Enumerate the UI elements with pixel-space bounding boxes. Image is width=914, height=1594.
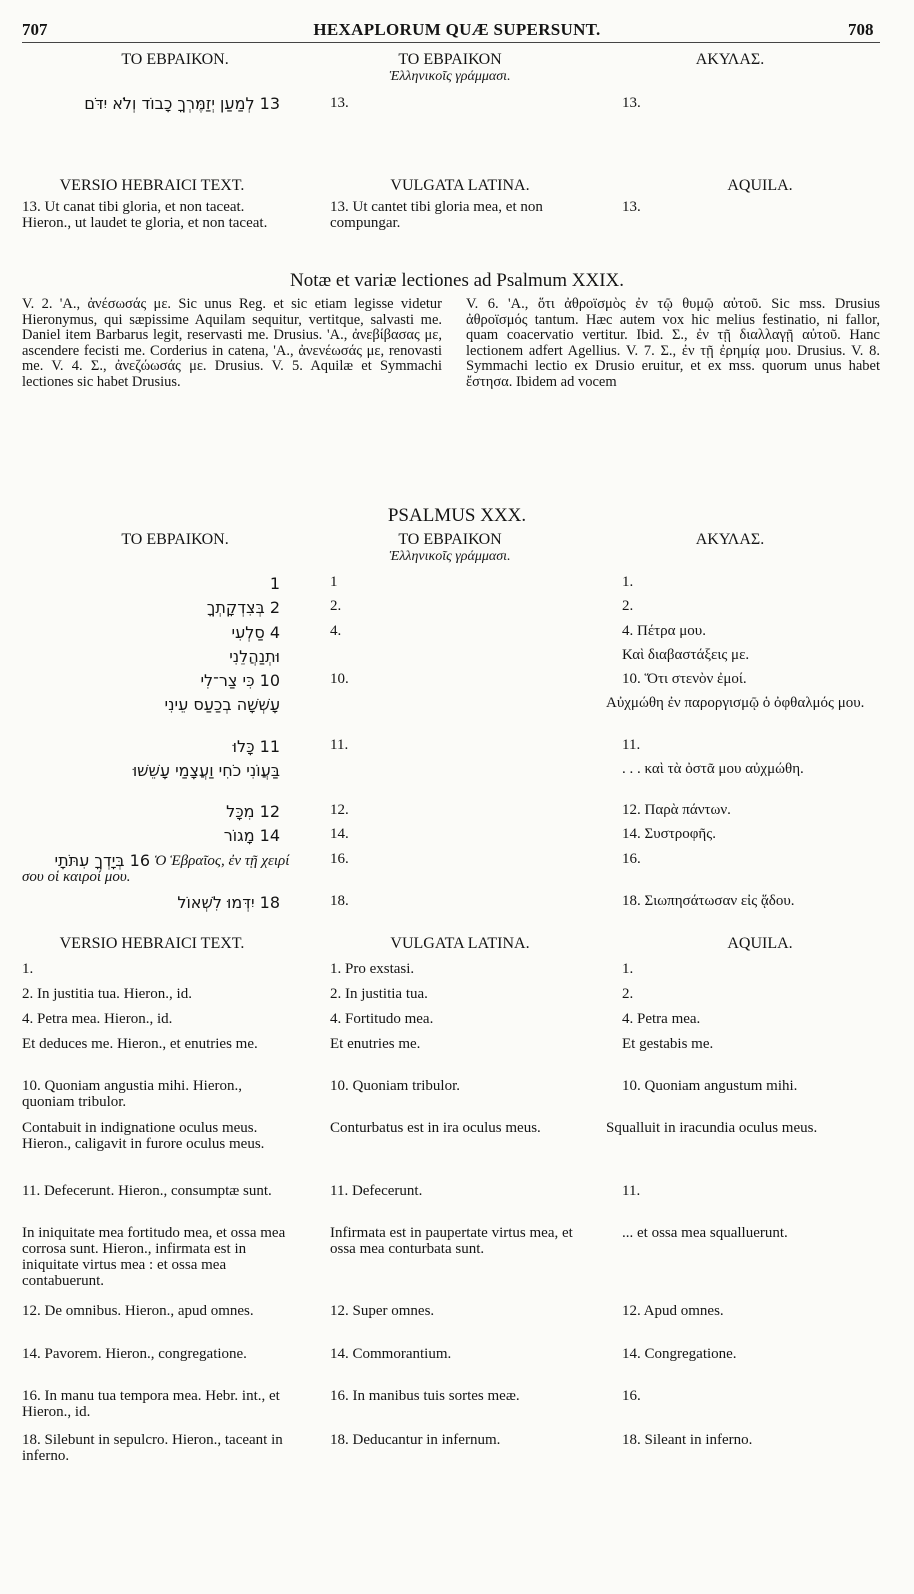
- psalm-row-aquila: Αὐχμώθη ἐν παροργισμῷ ὁ ὀφθαλμός μου.: [606, 695, 865, 711]
- psalm-row-hebrew-note: Ὁ Ἑβραῖος, ἐν τῇ χειρί σου οἱ καιροί μου.: [22, 853, 290, 885]
- psalm-row-aquila: 16.: [622, 851, 641, 867]
- psalm-row-greek: 4.: [330, 623, 342, 639]
- latin-row-aquila: 2.: [622, 986, 634, 1002]
- psalm-row-aquila: . . . καὶ τὰ ὀστᾶ μου αὐχμώθη.: [622, 761, 804, 777]
- latin-row-versio: 11. Defecerunt. Hieron., consumptæ sunt.: [22, 1183, 272, 1199]
- running-title: HEXAPLORUM QUÆ SUPERSUNT.: [313, 20, 601, 39]
- psalm-row-aquila: 1.: [622, 574, 634, 590]
- latin-row-vulgata: 18. Deducantur in infernum.: [330, 1432, 501, 1448]
- latin-row-vulgata: 1. Pro exstasi.: [330, 961, 415, 977]
- latin-row-versio: 2. In justitia tua. Hieron., id.: [22, 986, 192, 1002]
- psalm-col-head-greek: ΤΟ ΕΒΡΑΙΚΟΝ Ἑλληνικοῖς γράμμασι.: [389, 531, 511, 564]
- page-number-left: 707: [22, 20, 48, 39]
- greek-verse-13: 13.: [330, 95, 349, 111]
- latin13-aquila: 13.: [622, 199, 641, 215]
- latin-head-aquila: AQUILA.: [727, 177, 793, 194]
- latin-row-versio: 14. Pavorem. Hieron., congregatione.: [22, 1346, 247, 1362]
- psalm-row-hebrew: 1: [269, 574, 280, 593]
- psalm-row-greek: 11.: [330, 737, 349, 753]
- psalm-row-greek: 16.: [330, 851, 349, 867]
- psalm-row-aquila: 12. Παρὰ πάντων.: [622, 802, 731, 818]
- notes-title: Notæ et variæ lectiones ad Psalmum XXIX.: [289, 270, 625, 291]
- latin-row-vulgata: 12. Super omnes.: [330, 1303, 435, 1319]
- latin-row-vulgata: 14. Commorantium.: [330, 1346, 452, 1362]
- latin-row-aquila: ... et ossa mea squalluerunt.: [622, 1225, 788, 1241]
- latin-row-aquila: Et gestabis me.: [622, 1036, 714, 1052]
- psalm-row-hebrew: 18 יִדְּמוּ לִשְׁאוֹל: [177, 893, 280, 912]
- psalm-row-hebrew: 11 כָּלוּ: [232, 737, 280, 756]
- latin-row-vulgata: 11. Defecerunt.: [330, 1183, 423, 1199]
- latin-row-versio: 10. Quoniam angustia mihi. Hieron., quoniam tribulor.: [22, 1078, 242, 1110]
- psalm-row-greek: 12.: [330, 802, 349, 818]
- psalm-row-aquila: Καὶ διαβαστάξεις με.: [622, 647, 750, 663]
- notes-right-column: V. 6. 'A., ὅτι ἀθροϊσμὸς ἐν τῷ θυμῷ αὐτοῦ. Sic mss. Drusius ἀθροϊσμός tantum. Hæc autem vox hic melius festinatio, ni fallor, quam coacervatio vertitur. Ibid. Σ., ἐν τῇ διαλλαγῇ αὐτοῦ. Hanc lectionem adfert Agellius. V. 7. Σ., ἐν τῇ ἐρημίᾳ μου. Drusius. V. 8. Symmachi lectio ex Drusio eruitur, et ex mss. quorum unus habet ἔστησα. Ibidem ad vocem: [466, 296, 880, 390]
- latin-row-versio: 18. Silebunt in sepulcro. Hieron., taceant in inferno.: [22, 1432, 283, 1464]
- psalm-latin-head-aquila: AQUILA.: [727, 935, 793, 952]
- psalm-row-aquila: 4. Πέτρα μου.: [622, 623, 706, 639]
- latin-row-aquila: 4. Petra mea.: [622, 1011, 701, 1027]
- psalm-row-greek: 10.: [330, 671, 349, 687]
- psalm-row-hebrew: עָשְׁשָׁה בְכַעַס עֵינִי: [164, 695, 280, 714]
- psalm-row-aquila: 18. Σιωπησάτωσαν εἰς ᾅδου.: [622, 893, 795, 909]
- latin-row-aquila: 16.: [622, 1388, 641, 1404]
- latin13-vulgata: 13. Ut cantet tibi gloria mea, et non compungar.: [330, 199, 543, 231]
- psalm-row-hebrew: בַּעֲוֹנִי כֹחִי וַעֲצָמַי עָשֵׁשׁוּ: [132, 761, 280, 780]
- latin-row-versio: Contabuit in indignatione oculus meus. Hieron., caligavit in furore oculus meus.: [22, 1120, 265, 1152]
- psalm-col-head-hebrew: ΤΟ ΕΒΡΑΙΚΟΝ.: [121, 531, 229, 548]
- latin13-versio: 13. Ut canat tibi gloria, et non taceat. Hieron., ut laudet te gloria, et non taceat.: [22, 199, 268, 231]
- latin-row-vulgata: 4. Fortitudo mea.: [330, 1011, 434, 1027]
- latin-row-aquila: 10. Quoniam angustum mihi.: [622, 1078, 798, 1094]
- page-number-right: 708: [848, 20, 874, 39]
- psalm-row-greek: 2.: [330, 598, 342, 614]
- latin-row-versio: 16. In manu tua tempora mea. Hebr. int., et Hieron., id.: [22, 1388, 280, 1420]
- psalm-row-hebrew: 14 מָגוֹר: [223, 826, 280, 845]
- psalm-latin-head-versio: VERSIO HEBRAICI TEXT.: [59, 935, 245, 952]
- col-head-aquila: ΑΚΥΛΑΣ.: [695, 51, 765, 68]
- latin-row-vulgata: 2. In justitia tua.: [330, 986, 428, 1002]
- latin-row-versio: 12. De omnibus. Hieron., apud omnes.: [22, 1303, 254, 1319]
- psalm-row-hebrew: וּתְנַהֲלֵנִי: [229, 647, 280, 666]
- psalm-row-greek: 1: [330, 574, 338, 590]
- latin-row-vulgata: Conturbatus est in ira oculus meus.: [330, 1120, 541, 1136]
- psalm-row-aquila: 14. Συστροφῆς.: [622, 826, 716, 842]
- psalm-row-hebrew: 12 מִכָּל: [226, 802, 280, 821]
- psalm-row-greek: 18.: [330, 893, 349, 909]
- latin-row-aquila: 12. Apud omnes.: [622, 1303, 724, 1319]
- latin-row-versio: In iniquitate mea fortitudo mea, et ossa mea corrosa sunt. Hieron., infirmata est in iniquitate virtus mea : et ossa mea contabuerunt.: [22, 1225, 286, 1289]
- latin-row-vulgata: 16. In manibus tuis sortes meæ.: [330, 1388, 520, 1404]
- psalm-row-hebrew: 16 בְּיָדְךָ עִתֹּתָי: [54, 851, 150, 870]
- psalm-row-aquila: 2.: [622, 598, 634, 614]
- psalm-row-hebrew: 2 בְּצִדְקָתְךָ: [206, 598, 280, 617]
- hebrew-line-13: 13 לְמַעַן יְזַמֶּרְךָ כָבוֹד וְלֹא יִדֹּם: [84, 94, 280, 113]
- latin-row-vulgata: Infirmata est in paupertate virtus mea, et ossa mea conturbata sunt.: [330, 1225, 573, 1257]
- aquila-verse-13: 13.: [622, 95, 641, 111]
- psalm-row-aquila: 11.: [622, 737, 641, 753]
- psalm-col-head-aquila: ΑΚΥΛΑΣ.: [695, 531, 765, 548]
- psalm-latin-head-vulgata: VULGATA LATINA.: [390, 935, 530, 952]
- col-head-greek: ΤΟ ΕΒΡΑΙΚΟΝ Ἑλληνικοῖς γράμμασι.: [389, 51, 511, 84]
- latin-row-aquila: 14. Congregatione.: [622, 1346, 737, 1362]
- latin-row-versio: 4. Petra mea. Hieron., id.: [22, 1011, 173, 1027]
- latin-head-vulgata: VULGATA LATINA.: [390, 177, 530, 194]
- psalm-row-hebrew: 10 כִּי צַר־לִי: [200, 671, 280, 690]
- psalm-title: PSALMUS XXX.: [387, 505, 527, 526]
- latin-row-aquila: 1.: [622, 961, 634, 977]
- latin-row-vulgata: Et enutries me.: [330, 1036, 421, 1052]
- col-head-hebrew: ΤΟ ΕΒΡΑΙΚΟΝ.: [121, 51, 229, 68]
- latin-head-versio: VERSIO HEBRAICI TEXT.: [59, 177, 245, 194]
- header-rule: [22, 42, 880, 43]
- notes-left-column: V. 2. 'A., ἀνέσωσάς με. Sic unus Reg. et sic etiam legisse videtur Hieronymus, qui sæpissime Aquilam sequitur, vertitque, salvasti me. Daniel item Barbarus legit, reservasti me. Drusius. 'A., ἀνεβίβασας με, ascendere fecisti me. Corderius in catena, 'A., ἀνενέωσάς με, renovasti me. V. 4. Σ., ἀνεζώωσάς με. Drusius. V. 5. Aquilæ et Symmachi lectiones sic habet Drusius.: [22, 296, 442, 390]
- latin-row-aquila: 18. Sileant in inferno.: [622, 1432, 753, 1448]
- latin-row-aquila: Squalluit in iracundia oculus meus.: [606, 1120, 818, 1136]
- latin-row-versio: 1.: [22, 961, 34, 977]
- psalm-row-aquila: 10. Ὅτι στενὸν ἐμοί.: [622, 671, 747, 687]
- latin-row-aquila: 11.: [622, 1183, 641, 1199]
- latin-row-vulgata: 10. Quoniam tribulor.: [330, 1078, 460, 1094]
- latin-row-versio: Et deduces me. Hieron., et enutries me.: [22, 1036, 258, 1052]
- psalm-row-hebrew: 4 סַלְעִי: [231, 623, 280, 642]
- psalm-row-greek: 14.: [330, 826, 349, 842]
